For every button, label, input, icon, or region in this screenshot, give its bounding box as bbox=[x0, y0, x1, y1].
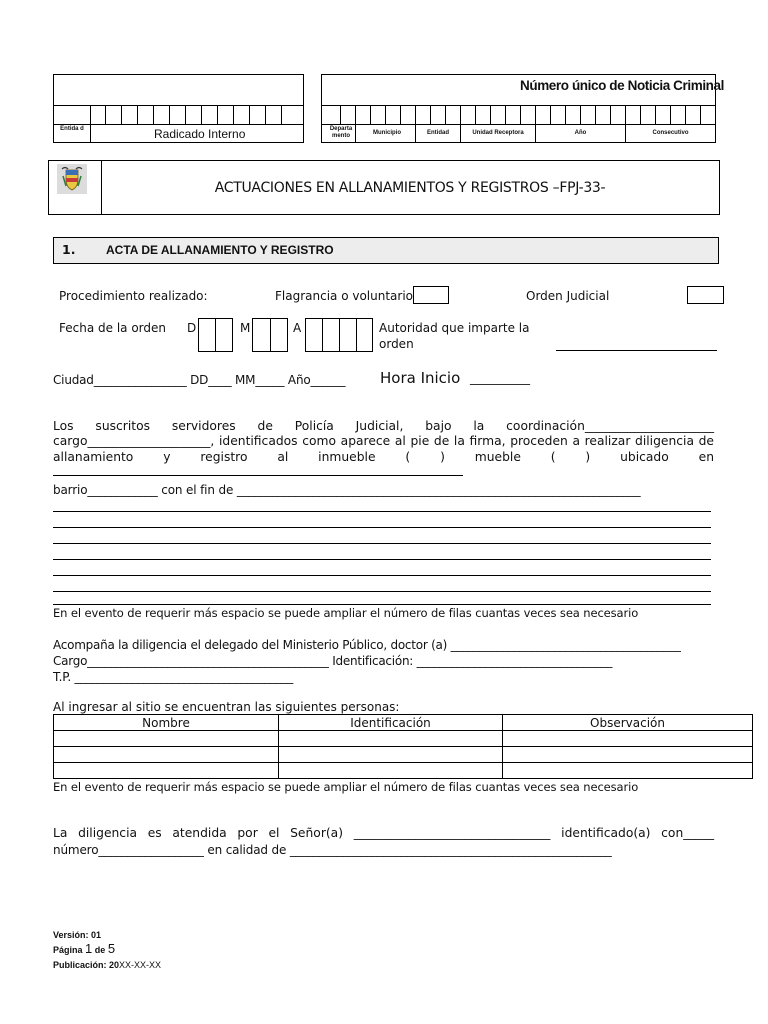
table-row bbox=[54, 747, 753, 763]
ministerio-line-2: Cargo__________________________________________ Identificación: __________________________________ bbox=[53, 654, 613, 668]
table-cell[interactable] bbox=[279, 763, 503, 779]
municipio-label: Municipio bbox=[373, 130, 401, 136]
radicado-label: Radicado Interno bbox=[154, 127, 246, 141]
publicacion-text bbox=[53, 960, 161, 971]
hora-inicio-label: Hora Inicio bbox=[380, 369, 461, 387]
title-box bbox=[48, 160, 720, 215]
table-cell[interactable] bbox=[503, 747, 753, 763]
year-field[interactable] bbox=[305, 318, 373, 352]
table-cell[interactable] bbox=[54, 747, 279, 763]
form-title: ACTUACIONES EN ALLANAMIENTOS Y REGISTROS –FPJ-33- bbox=[214, 180, 606, 196]
month-label: M bbox=[240, 321, 251, 335]
blank-line[interactable] bbox=[53, 543, 711, 544]
procedimiento-label: Procedimiento realizado: bbox=[59, 289, 208, 303]
paragraph-line-1: Los suscritos servidores de Policía Judicial, bajo la coordinación_____________________ bbox=[53, 419, 714, 433]
consecutivo-label: Consecutivo bbox=[652, 130, 689, 136]
radicado-box bbox=[53, 74, 304, 143]
pagina-label: Página bbox=[53, 945, 83, 955]
paragraph-line-2: cargo____________________, identificados como aparece al pie de la firma, proceden a realizar diligencia de bbox=[53, 434, 714, 448]
blank-line[interactable] bbox=[53, 575, 711, 576]
table-cell[interactable] bbox=[54, 731, 279, 747]
column-header-observacion: Observación bbox=[503, 715, 753, 731]
note-extend-rows-1: En el evento de requerir más espacio se puede ampliar el número de filas cuantas veces sea necesario bbox=[53, 606, 639, 620]
blank-line[interactable] bbox=[53, 559, 711, 560]
blank-line[interactable] bbox=[53, 604, 711, 605]
personas-table bbox=[53, 714, 753, 779]
entidad-right-label: Entidad bbox=[427, 130, 449, 136]
table-row bbox=[54, 763, 753, 779]
autoridad-label-2: orden bbox=[379, 337, 414, 351]
autoridad-field[interactable] bbox=[556, 350, 717, 351]
flagrancia-checkbox[interactable] bbox=[413, 286, 449, 304]
paragraph-line-3: allanamiento y registro al inmueble ( ) mueble ( ) ubicado en bbox=[53, 450, 714, 464]
blank-line[interactable] bbox=[53, 511, 711, 512]
ministerio-line-1: Acompaña la diligencia el delegado del Ministerio Público, doctor (a) ________________________________________ bbox=[53, 638, 681, 652]
flagrancia-label: Flagrancia o voluntario bbox=[275, 289, 414, 303]
section-heading bbox=[53, 237, 719, 264]
month-field[interactable] bbox=[252, 318, 288, 352]
blank-line[interactable] bbox=[53, 527, 711, 528]
table-cell[interactable] bbox=[279, 747, 503, 763]
page-number bbox=[53, 942, 115, 957]
nunc-title: Número único de Noticia Criminal bbox=[520, 78, 724, 93]
version-text: Versión: 01 bbox=[53, 930, 102, 940]
atendida-line-2: número__________________ en calidad de _______________________________________________________ bbox=[53, 843, 612, 857]
fecha-orden-label: Fecha de la orden bbox=[59, 321, 166, 335]
column-header-identificacion: Identificación bbox=[279, 715, 503, 731]
section-number: 1. bbox=[62, 242, 76, 257]
orden-judicial-checkbox[interactable] bbox=[687, 286, 724, 304]
personas-intro: Al ingresar al sitio se encuentran las siguientes personas: bbox=[53, 700, 400, 714]
ciudad-line: Ciudad________________ DD____ MM_____ Año______ bbox=[53, 373, 346, 387]
unidad-receptora-label: Unidad Receptora bbox=[472, 130, 524, 136]
ministerio-line-3: T.P. ______________________________________ bbox=[53, 670, 293, 684]
current-page: 1 bbox=[85, 941, 93, 956]
table-cell[interactable] bbox=[54, 763, 279, 779]
table-cell[interactable] bbox=[503, 763, 753, 779]
ano-label: Año bbox=[574, 130, 587, 136]
paragraph-blank-line[interactable] bbox=[53, 475, 463, 476]
nunc-box bbox=[321, 74, 724, 143]
orden-judicial-label: Orden Judicial bbox=[526, 289, 610, 303]
blank-line[interactable] bbox=[53, 591, 711, 592]
autoridad-label-1: Autoridad que imparte la bbox=[379, 321, 530, 335]
publicacion-value: XX-XX-XX bbox=[119, 960, 162, 970]
table-row bbox=[54, 731, 753, 747]
entidad-label: Entida d bbox=[60, 126, 84, 132]
table-cell[interactable] bbox=[503, 731, 753, 747]
column-header-nombre: Nombre bbox=[54, 715, 279, 731]
atendida-line-1: La diligencia es atendida por el Señor(a) ________________________________ identificado(a) con_____ bbox=[53, 826, 714, 840]
paragraph-line-4: barrio____________ con el fin de _____________________________________________________________________ bbox=[53, 483, 641, 497]
total-pages: 5 bbox=[107, 941, 116, 956]
table-header-row bbox=[54, 715, 753, 731]
day-label: D bbox=[187, 321, 197, 335]
section-title: ACTA DE ALLANAMIENTO Y REGISTRO bbox=[106, 243, 334, 257]
publicacion-label: Publicación: 20 bbox=[53, 960, 120, 970]
departamento-label: Departa mento bbox=[329, 126, 353, 139]
note-extend-rows-2: En el evento de requerir más espacio se puede ampliar el número de filas cuantas veces sea necesario bbox=[53, 780, 639, 794]
day-field[interactable] bbox=[198, 318, 233, 352]
coat-of-arms-icon bbox=[57, 164, 87, 194]
hora-inicio-field[interactable]: __________ bbox=[470, 371, 530, 385]
table-cell[interactable] bbox=[279, 731, 503, 747]
de-label: de bbox=[94, 945, 106, 955]
year-label: A bbox=[293, 321, 302, 335]
